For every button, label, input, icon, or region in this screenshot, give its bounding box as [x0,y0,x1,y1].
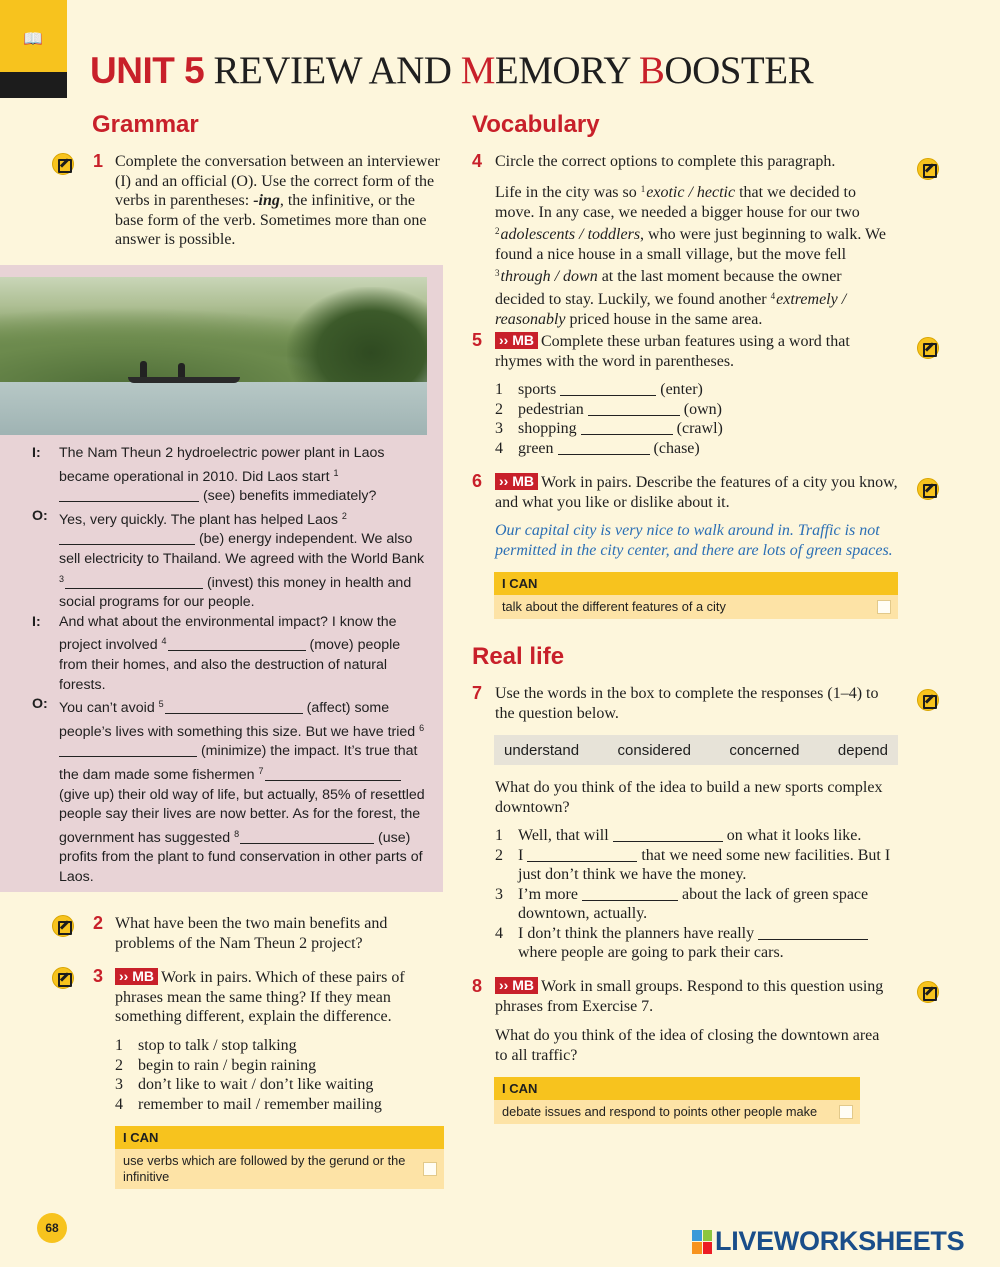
exercise-3-instruction [115,968,447,1027]
answer-blank[interactable] [59,743,197,757]
ex1-instr-ing: -ing [253,192,280,209]
ex8-instr-text: Work in small groups. Respond to this question using phrases from Exercise 7. [495,978,884,1015]
exercise-1-instruction [115,152,445,250]
liveworksheets-logo[interactable] [692,1226,964,1257]
item-number: 4 [495,924,503,942]
item-word: shopping [518,420,577,437]
ican-body [494,1100,860,1124]
mb-badge: ›› MB [495,977,538,994]
exercise-4-paragraph [495,180,895,329]
gap-number: 4 [770,290,776,301]
gap-number: 3 [59,573,65,584]
item-text: remember to mail / remember mailing [138,1095,382,1113]
dialog-segment: The Nam Theun 2 hydroelectric power plant in Laos became operational in 2010. Did Laos start [59,445,385,485]
lake-fishermen-photo [0,277,427,435]
answer-blank[interactable] [168,637,306,651]
ican-text: talk about the different features of a city [502,599,726,614]
box-word: considered [617,741,691,759]
liveworksheets-logo-icon [692,1230,712,1254]
list-item [115,1036,445,1056]
item-number: 2 [495,400,503,418]
exercise-2-number: 2 [93,913,104,933]
gap-number: 6 [419,722,425,733]
book-icon: 📖 [23,29,43,48]
item-number: 1 [115,1037,123,1054]
dialog-segment: (invest) this money in health and social programs for our people. [59,574,412,611]
real-life-heading: Real life [472,643,565,670]
answer-blank[interactable] [240,830,374,844]
exercise-1-number: 1 [93,151,104,171]
answer-blank[interactable] [581,421,673,435]
ican-grammar [115,1126,444,1189]
option-choice[interactable]: through / down [500,268,598,286]
answer-blank[interactable] [758,926,868,940]
gap-number: 2 [341,510,347,521]
conversation-dialog [32,444,432,887]
item-number: 2 [115,1056,123,1074]
grammar-heading: Grammar [92,111,199,138]
exercise-7-number: 7 [472,683,483,703]
gap-number: 7 [258,765,264,776]
gap-number: 2 [495,226,500,237]
ex1-instr-b: , the infinitive, or the base form of the verb. Sometimes more than one answer is possible. [115,192,427,248]
item-text [518,885,900,924]
dialog-text [59,695,432,887]
pencil-edit-icon[interactable] [917,478,939,500]
brand-text: LIVEWORKSHEETS [715,1226,965,1256]
item-number: 4 [495,439,503,457]
response-start: Well, that will [518,827,613,844]
speaker-label: O: [32,696,48,713]
item-text: begin to rain / begin raining [138,1056,317,1074]
exercise-5-list [495,380,895,458]
word-box [494,735,898,765]
response-start: I don’t think the planners have really [518,924,759,942]
item-text [518,846,900,885]
item-number: 2 [495,846,503,864]
exercise-5-number: 5 [472,330,483,350]
answer-blank[interactable] [560,382,656,396]
exercise-7-list [495,826,900,963]
title-part-5: OOSTER [664,49,814,92]
ican-text: debate issues and respond to points other people make [502,1104,818,1119]
mb-badge: ›› MB [115,968,158,985]
exercise-7-question: What do you think of the idea to build a new sports complex downtown? [495,779,883,816]
ex6-instr-text: Work in pairs. Describe the features of a city you know, and what you like or dislike about it. [495,474,898,511]
ican-checkbox[interactable] [423,1162,437,1176]
gap-number: 5 [158,699,164,710]
list-item [495,826,900,846]
answer-blank[interactable] [613,828,723,842]
dialog-segment: Yes, very quickly. The plant has helped Laos [59,511,342,528]
pencil-edit-icon[interactable] [52,153,74,175]
item-number: 3 [495,420,503,437]
option-choice[interactable]: exotic / hectic [646,184,736,201]
ican-checkbox[interactable] [877,600,891,614]
response-end: that we need some new facilities. But I just don’t think we have the money. [518,846,891,883]
item-number: 4 [115,1095,123,1113]
paragraph-segment: at the last moment because the owner decided to stay. Luckily, we found another [495,268,842,308]
paragraph-segment: Life in the city was so [495,184,641,201]
list-item [495,400,895,420]
answer-blank[interactable] [65,575,203,589]
exercise-2-instruction: What have been the two main benefits and problems of the Nam Theun 2 project? [115,915,388,952]
option-choice[interactable]: extremely / reasonably [495,290,847,328]
answer-blank[interactable] [527,848,637,862]
answer-blank[interactable] [165,700,303,714]
dialog-line [32,695,432,887]
dialog-segment: (move) people from their homes, and also the destruction of natural forests. [59,637,401,693]
list-item [495,846,900,885]
exercise-3-list [115,1036,445,1114]
exercise-7-instruction: Use the words in the box to complete the responses (1–4) to the question below. [495,685,879,722]
title-part-1: REVIEW AND [213,49,461,92]
response-start: I [518,846,528,864]
mb-badge: ›› MB [495,473,538,490]
list-item [495,439,895,459]
dialog-text [59,507,432,613]
ican-checkbox[interactable] [839,1105,853,1119]
paragraph-segment: priced house in the same area. [565,310,763,328]
unit-label: UNIT 5 [90,50,205,91]
dialog-line [32,507,432,613]
ican-header: I CAN [494,1077,860,1100]
list-item [115,1056,445,1076]
item-text [518,419,723,439]
list-item [495,924,900,963]
dialog-segment: (affect) some people’s lives with something this size. But we have tried [59,700,420,740]
box-word: understand [504,741,580,759]
ican-vocabulary [494,572,898,619]
item-hint: (own) [679,400,722,418]
item-text: stop to talk / stop talking [138,1037,297,1054]
item-text [518,924,900,963]
exercise-4-instruction: Circle the correct options to complete this paragraph. [495,153,836,170]
ican-header: I CAN [115,1126,444,1149]
corner-bar [0,72,67,98]
pencil-edit-icon[interactable] [52,915,74,937]
paragraph-segment: that we decided to move. In any case, we needed a bigger house for our two [495,184,860,221]
vocabulary-heading: Vocabulary [472,111,600,138]
item-hint: (enter) [656,381,703,398]
answer-blank[interactable] [588,402,680,416]
speaker-label: I: [32,445,41,461]
dialog-segment: (see) benefits immediately? [199,488,377,505]
answer-blank[interactable] [59,488,199,502]
ican-text: use verbs which are followed by the gerund or the infinitive [123,1153,406,1184]
dialog-line [32,444,432,507]
title-part-3: EMORY [494,49,639,92]
answer-blank[interactable] [582,887,678,901]
title-part-4: B [638,49,665,92]
pencil-edit-icon[interactable] [917,981,939,1003]
exercise-3-number: 3 [93,966,104,986]
gap-number: 1 [333,467,339,478]
response-start: I’m more [518,885,582,903]
exercise-8-number: 8 [472,976,483,996]
item-text [518,400,722,420]
mb-badge: ›› MB [495,332,538,349]
list-item [495,419,895,439]
box-word: depend [837,741,888,759]
item-number: 3 [115,1076,123,1093]
pencil-edit-icon[interactable] [917,158,939,180]
item-text [518,380,703,400]
answer-blank[interactable] [265,767,401,781]
pencil-edit-icon[interactable] [917,689,939,711]
response-end: where people are going to park their cars. [518,944,784,961]
item-hint: (crawl) [672,420,723,437]
answer-blank[interactable] [59,531,195,545]
item-text [518,439,700,459]
item-word: green [518,439,554,457]
title-part-2: M [460,49,495,92]
page-number: 68 [37,1213,67,1243]
pencil-edit-icon[interactable] [52,967,74,989]
item-text [518,826,861,846]
dialog-text [59,613,432,695]
item-hint: (chase) [649,439,700,457]
ican-header: I CAN [494,572,898,595]
exercise-8-question: What do you think of the idea of closing the downtown area to all traffic? [495,1027,880,1064]
exercise-6-number: 6 [472,471,483,491]
gap-number: 1 [640,184,646,194]
exercise-6-example: Our capital city is very nice to walk around in. Traffic is not permitted in the city center, and there are lots of green spaces. [495,522,893,559]
list-item [495,885,900,924]
ex5-instr-text: Complete these urban features using a word that rhymes with the word in parentheses. [495,333,850,370]
dialog-segment: And what about the environmental impact? I know the project involved [59,613,397,654]
dialog-segment: (minimize) the impact. It’s true that the dam made some fishermen [59,743,418,783]
list-item [495,380,895,400]
item-word: pedestrian [518,400,584,418]
speaker-label: O: [32,507,48,524]
ex3-instr-text: Work in pairs. Which of these pairs of phrases mean the same thing? If they mean something different, explain the difference. [115,969,405,1025]
dialog-line [32,613,432,695]
gap-number: 3 [495,268,500,279]
corner-tab [0,0,67,72]
paragraph-segment: , who were just beginning to walk. We found a nice house in a small village, but the move fell [495,226,886,263]
dialog-segment: (be) energy independent. We also sell electricity to Thailand. We agreed with the World Bank [59,531,425,567]
ican-body [115,1149,444,1189]
answer-blank[interactable] [558,441,650,455]
gap-number: 4 [161,636,167,647]
response-end: on what it looks like. [722,827,862,844]
gap-number: 8 [234,828,240,839]
dialog-text [59,444,432,507]
box-word: concerned [729,741,800,759]
ican-body [494,595,898,619]
dialog-segment: (use) profits from the plant to fund conservation in other parts of Laos. [59,829,423,885]
ican-real-life [494,1077,860,1124]
speaker-label: I: [32,613,41,630]
page-title [90,48,813,93]
exercise-6-instruction [495,473,900,512]
ex1-instr-a: Complete the conversation between an interviewer (I) and an official (O). Use the correct form of the verbs in parentheses: [115,153,440,209]
list-item [115,1075,445,1095]
item-number: 1 [495,827,503,844]
item-word: sports [518,381,557,398]
list-item [115,1095,445,1115]
item-number: 3 [495,885,503,903]
response-end: about the lack of green space downtown, actually. [518,885,869,922]
item-number: 1 [495,381,503,398]
pencil-edit-icon[interactable] [917,337,939,359]
option-choice[interactable]: adolescents / toddlers [500,226,641,244]
dialog-segment: You can’t avoid [59,700,159,717]
dialog-segment: (give up) their old way of life, but actually, 85% of resettled people say their lives are now better. As for the forest, the government has suggested [59,786,425,846]
item-text: don’t like to wait / don’t like waiting [138,1076,374,1093]
exercise-8-instruction [495,977,900,1016]
exercise-5-instruction [495,332,895,371]
exercise-4-number: 4 [472,151,483,171]
